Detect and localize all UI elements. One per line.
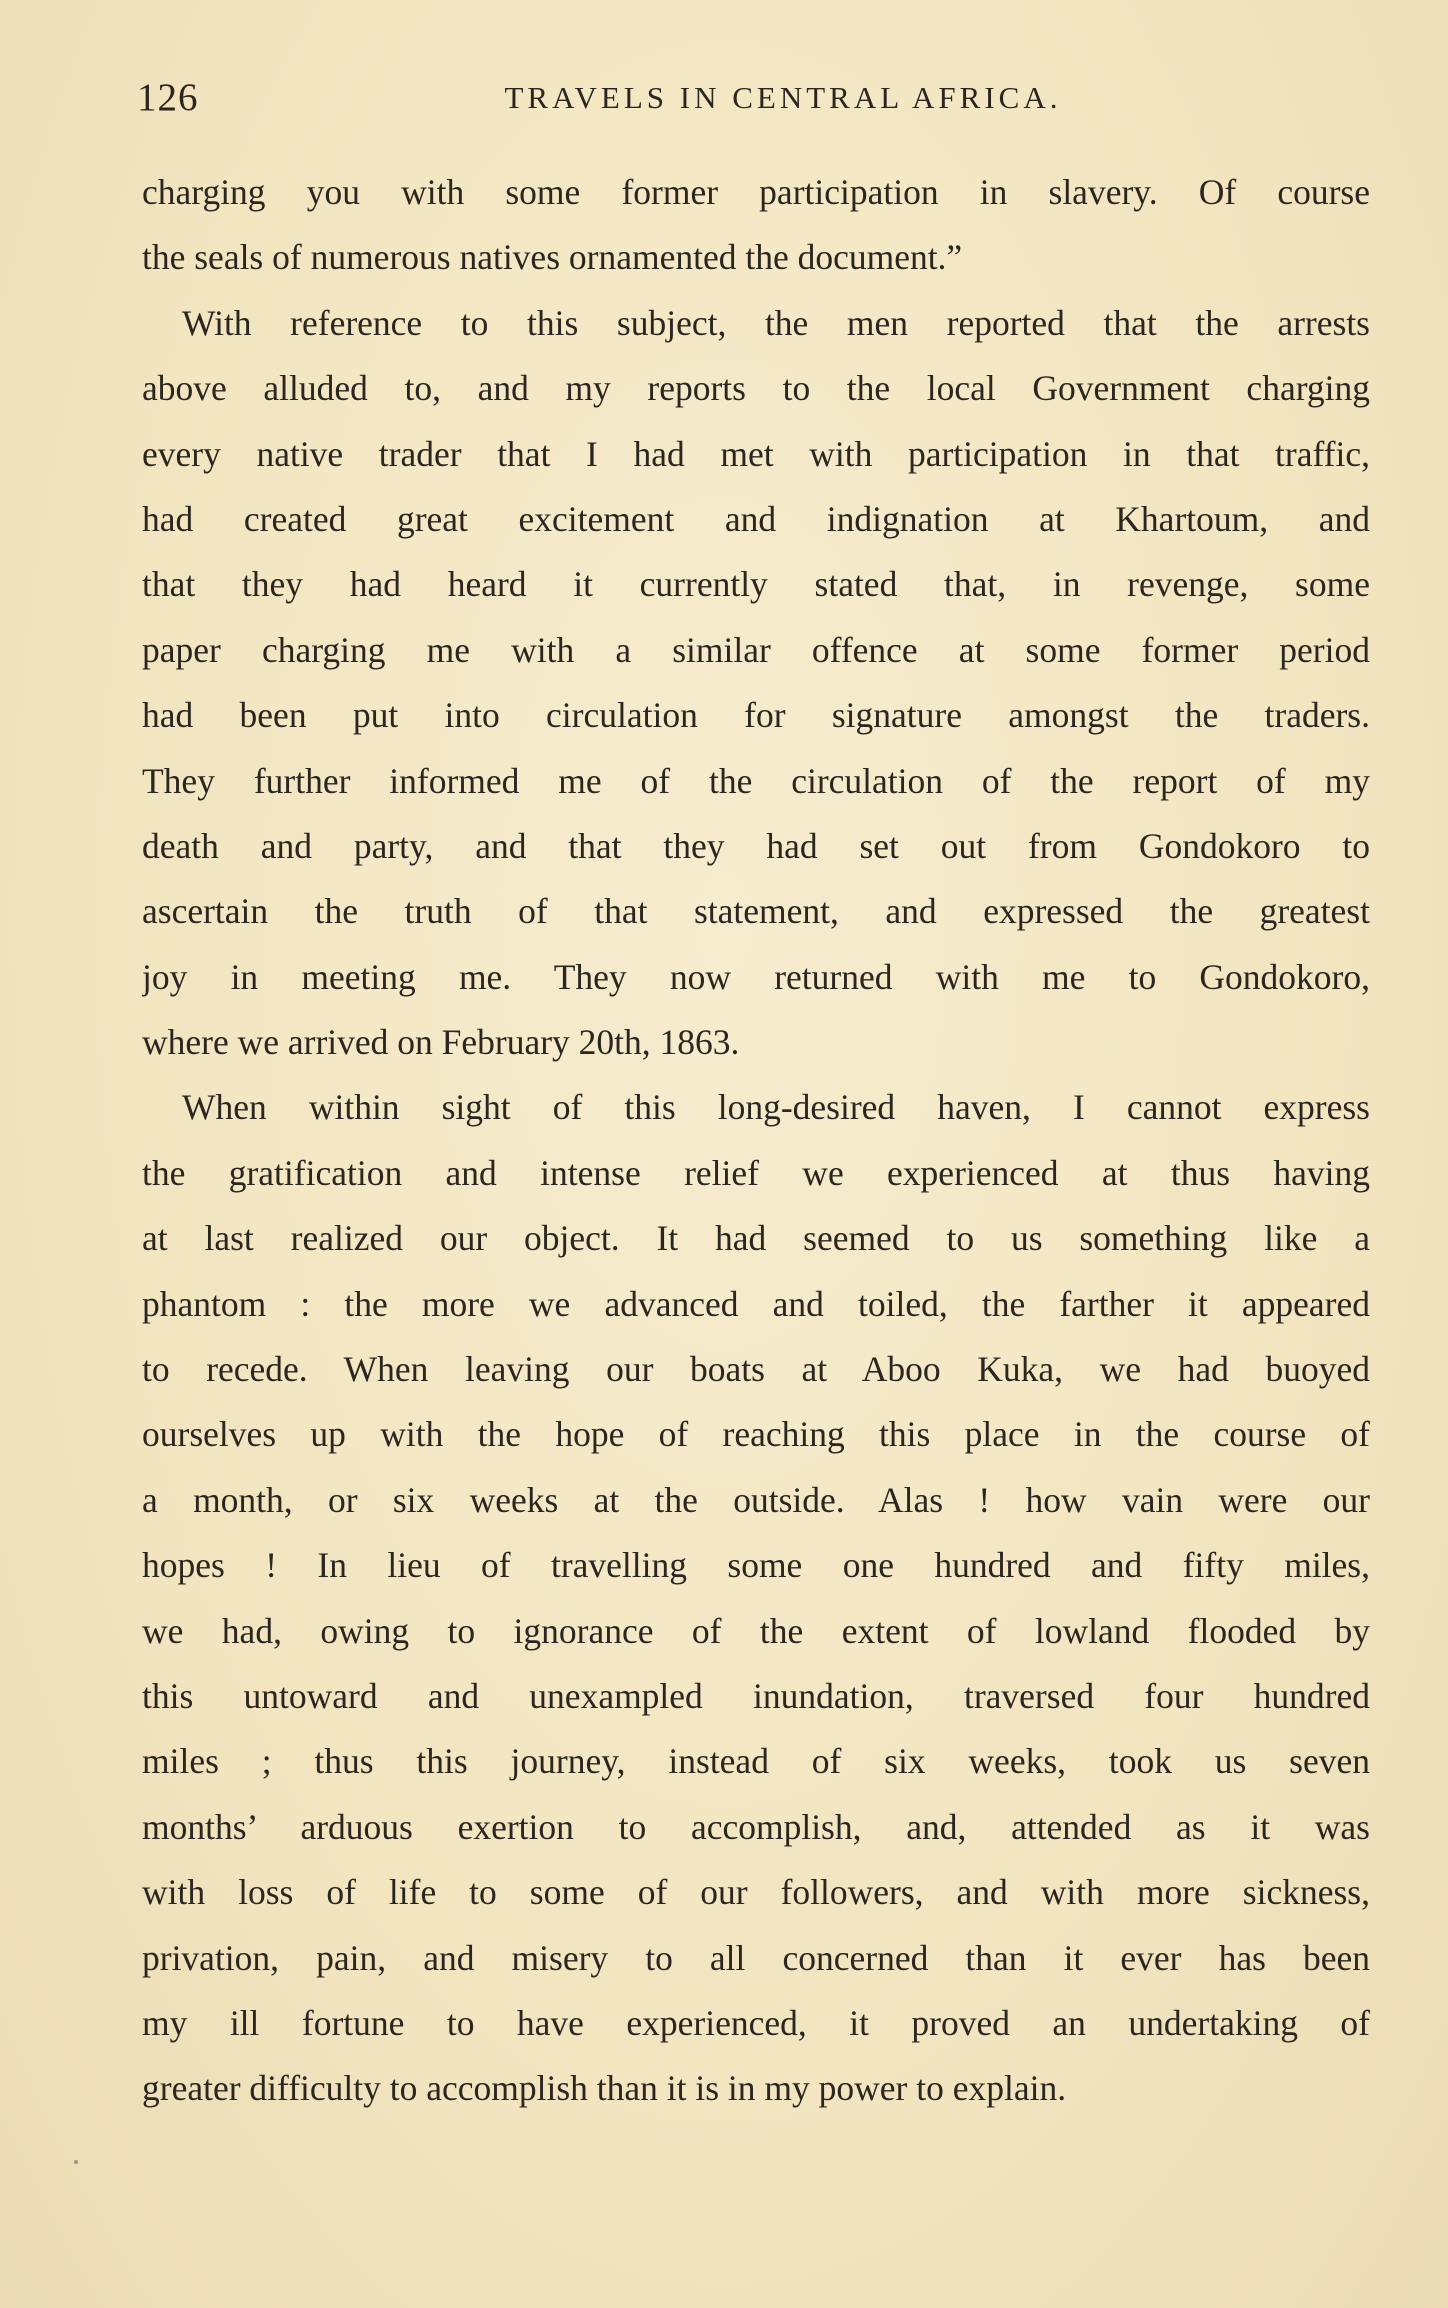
page-number: 126 xyxy=(137,76,199,119)
text-line: with loss of life to some of our followers, and with more sickness, xyxy=(142,1872,1370,1913)
running-head: TRAVELS IN CENTRAL AFRICA. xyxy=(504,80,1062,115)
paper-speck xyxy=(74,2160,78,2164)
text-line: to recede. When leaving our boats at Aboo Kuka, we had buoyed xyxy=(142,1349,1370,1390)
text-line: had created great excitement and indignation at Khartoum, and xyxy=(142,498,1370,539)
text-line: death and party, and that they had set out from Gondokoro to xyxy=(142,825,1370,866)
text-line: every native trader that I had met with participation in that traffic, xyxy=(142,433,1370,474)
text-line: we had, owing to ignorance of the extent of lowland flooded by xyxy=(142,1610,1370,1651)
text-line: months’ arduous exertion to accomplish, and, attended as it was xyxy=(142,1806,1370,1847)
text-line: a month, or six weeks at the outside. Alas ! how vain were our xyxy=(142,1479,1370,1520)
text-line: When within sight of this long-desired haven, I cannot express xyxy=(182,1087,1370,1128)
text-line: joy in meeting me. They now returned with me to Gondokoro, xyxy=(142,956,1370,997)
text-line: phantom : the more we advanced and toiled, the farther it appeared xyxy=(142,1283,1370,1324)
text-line: the seals of numerous natives ornamented the document.” xyxy=(142,237,963,278)
text-line: charging you with some former participation in slavery. Of course xyxy=(142,172,1370,212)
text-line: the gratification and intense relief we experienced at thus having xyxy=(142,1152,1370,1193)
text-line: this untoward and unexampled inundation, traversed four hundred xyxy=(142,1675,1370,1716)
text-line: that they had heard it currently stated that, in revenge, some xyxy=(142,564,1370,605)
text-line: ourselves up with the hope of reaching this place in the course of xyxy=(142,1414,1370,1455)
text-line: had been put into circulation for signature amongst the traders. xyxy=(142,695,1370,736)
text-line: miles ; thus this journey, instead of six weeks, took us seven xyxy=(142,1741,1370,1782)
text-line: at last realized our object. It had seemed to us something like a xyxy=(142,1218,1370,1259)
text-line: my ill fortune to have experienced, it proved an undertaking of xyxy=(142,2002,1370,2043)
page-header xyxy=(137,68,1369,128)
body-text xyxy=(142,160,1370,2122)
text-line: where we arrived on February 20th, 1863. xyxy=(142,1022,740,1063)
text-line: They further informed me of the circulation of the report of my xyxy=(142,760,1370,801)
text-line: paper charging me with a similar offence at some former period xyxy=(142,629,1370,670)
text-line: hopes ! In lieu of travelling some one hundred and fifty miles, xyxy=(142,1545,1370,1586)
text-line: privation, pain, and misery to all concerned than it ever has been xyxy=(142,1937,1370,1978)
text-line: ascertain the truth of that statement, and expressed the greatest xyxy=(142,891,1370,932)
text-line: greater difficulty to accomplish than it is in my power to explain. xyxy=(142,2068,1067,2109)
text-line: With reference to this subject, the men reported that the arrests xyxy=(182,302,1370,343)
text-line: above alluded to, and my reports to the local Government charging xyxy=(142,368,1370,409)
